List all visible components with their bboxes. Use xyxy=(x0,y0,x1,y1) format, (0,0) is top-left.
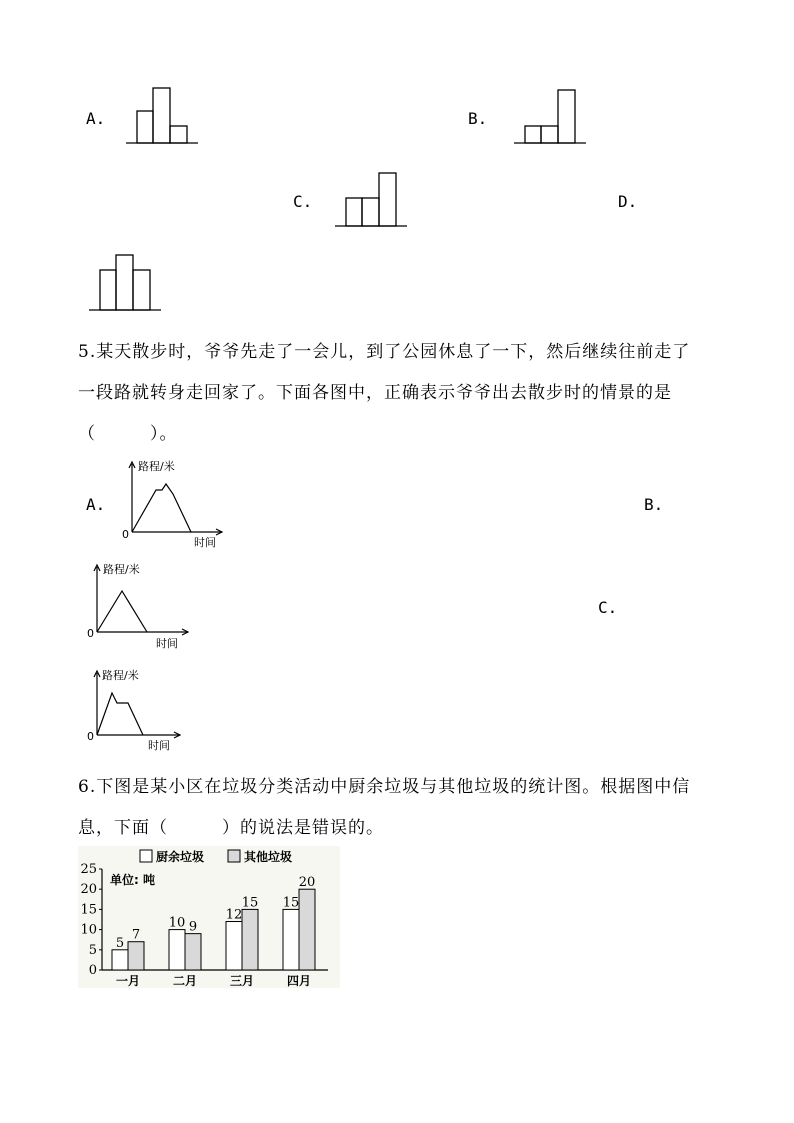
q5-a-xlabel: 时间 xyxy=(194,536,216,549)
q4-option-a-figure xyxy=(126,86,200,146)
x-category-label: 一月 xyxy=(115,974,141,988)
y-tick-label: 0 xyxy=(88,963,97,978)
q5-a-origin: 0 xyxy=(122,528,129,541)
q6-text-line1: 6.下图是某小区在垃圾分类活动中厨余垃圾与其他垃圾的统计图。根据图中信 xyxy=(78,777,691,797)
y-tick-label: 5 xyxy=(88,942,97,958)
q4-option-c-label: C. xyxy=(293,192,313,211)
x-category-label: 三月 xyxy=(229,974,255,988)
q5-option-c-label: C. xyxy=(598,598,618,617)
bar-value-label: 15 xyxy=(282,895,300,911)
q5-option-c-graph xyxy=(86,667,196,755)
garbage-bar-chart xyxy=(78,846,340,988)
q5-b-origin: 0 xyxy=(87,627,94,640)
q5-b-xlabel: 时间 xyxy=(156,637,178,650)
bar-value-label: 15 xyxy=(241,895,259,911)
q5-c-ylabel: 路程/米 xyxy=(102,669,139,682)
q5-option-b-graph xyxy=(86,561,196,653)
q4-option-b-figure xyxy=(514,88,588,146)
bar-value-label: 5 xyxy=(115,935,125,951)
x-category-label: 二月 xyxy=(172,974,198,988)
q5-c-xlabel: 时间 xyxy=(148,739,170,752)
bar-other xyxy=(128,942,144,970)
q4-option-b-label: B. xyxy=(468,109,488,128)
bar-kitchen xyxy=(112,950,128,970)
x-category-label: 四月 xyxy=(286,974,312,988)
q4-option-d-figure xyxy=(89,253,163,313)
q5-b-ylabel: 路程/米 xyxy=(103,563,140,576)
chart-unit-label: 单位: 吨 xyxy=(110,873,155,887)
q5-a-ylabel: 路程/米 xyxy=(138,460,175,473)
q5-c-origin: 0 xyxy=(87,730,94,743)
y-tick-label: 25 xyxy=(80,862,97,877)
q5-option-a-graph xyxy=(118,458,228,550)
q4-option-c-figure xyxy=(335,171,409,229)
bar-other xyxy=(242,909,258,970)
q5-text-line3: （ ）。 xyxy=(78,424,178,444)
q5-option-a-label: A. xyxy=(86,495,106,514)
legend-swatch-kitchen xyxy=(140,850,152,862)
y-tick-label: 15 xyxy=(80,902,97,918)
legend-label-other: 其他垃圾 xyxy=(244,850,293,864)
q5-text-line1: 5.某天散步时，爷爷先走了一会儿，到了公园休息了一下，然后继续往前走了 xyxy=(78,342,691,362)
bar-kitchen xyxy=(226,922,242,970)
legend-label-kitchen: 厨余垃圾 xyxy=(156,850,205,864)
q4-option-a-label: A. xyxy=(86,109,106,128)
bar-value-label: 9 xyxy=(188,919,198,935)
q4-option-d-label: D. xyxy=(618,192,638,211)
y-tick-label: 10 xyxy=(80,922,97,938)
bar-other xyxy=(185,934,201,970)
bar-value-label: 7 xyxy=(131,927,141,943)
bar-value-label: 20 xyxy=(298,875,316,891)
q5-text-line2: 一段路就转身走回家了。下面各图中，正确表示爷爷出去散步时的情景的是 xyxy=(78,383,672,403)
y-tick-label: 20 xyxy=(80,882,97,898)
bar-other xyxy=(299,889,315,970)
bar-kitchen xyxy=(283,909,299,970)
q6-text-line2: 息，下面（ ）的说法是错误的。 xyxy=(78,818,384,838)
q5-option-b-label: B. xyxy=(644,495,664,514)
bar-kitchen xyxy=(169,930,185,970)
legend-swatch-other xyxy=(228,850,240,862)
bar-value-label: 10 xyxy=(168,915,186,931)
bar-value-label: 12 xyxy=(225,907,243,923)
